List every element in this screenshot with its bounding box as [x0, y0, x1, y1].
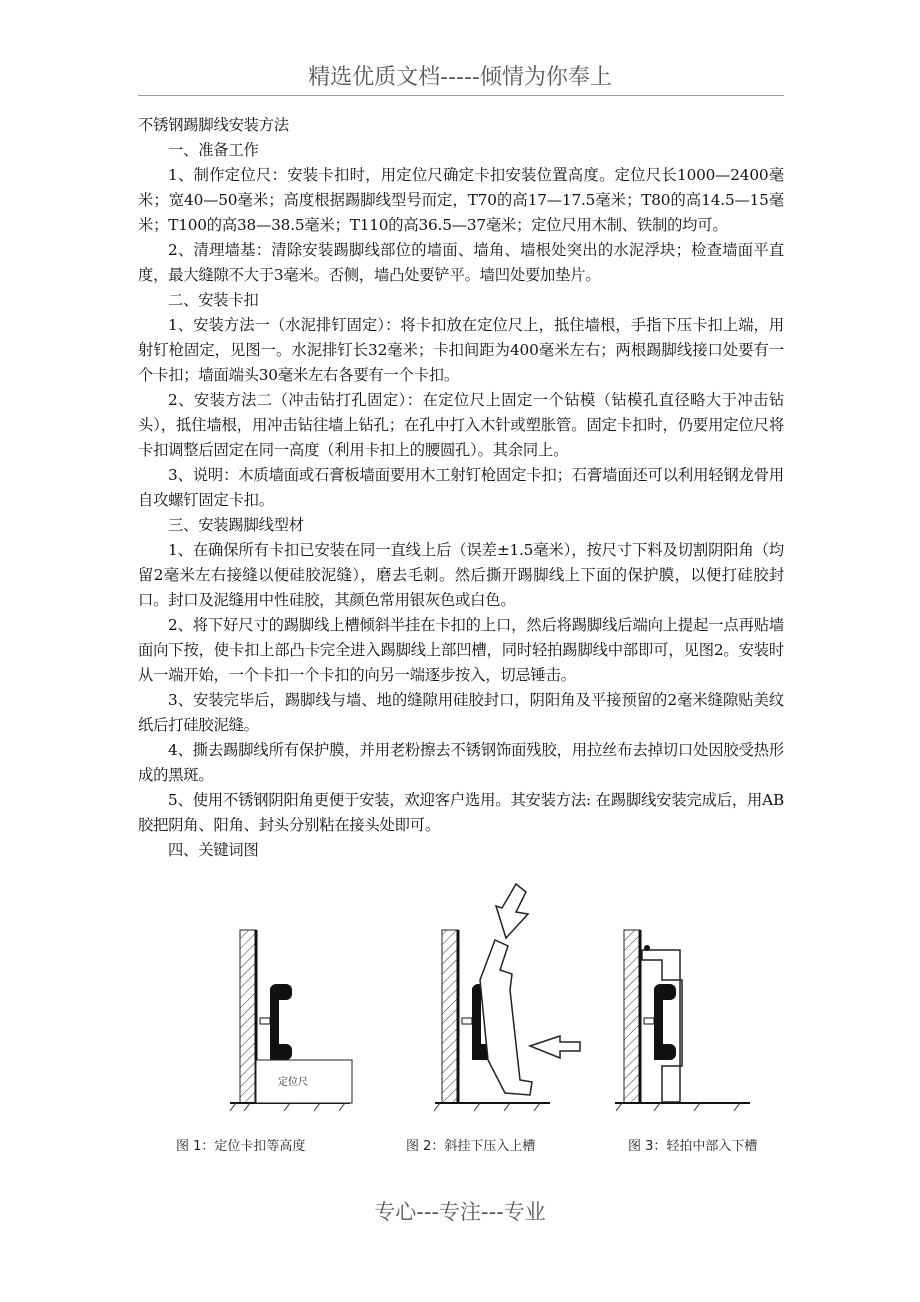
page-header: 精选优质文档-----倾情为你奉上: [308, 65, 612, 90]
figure-3-diagram: [615, 930, 750, 1111]
header-divider: [138, 95, 784, 96]
paragraph: 2、清理墙基：清除安装踢脚线部位的墙面、墙角、墙根处突出的水泥浮块；检查墙面平直度，最大缝隙不大于3毫米。否侧，墙凸处要铲平。墙凹处要加垫片。: [138, 241, 784, 284]
paragraph: 1、在确保所有卡扣已安装在同一直线上后（误差±1.5毫米），按尺寸下料及切割阴阳角（均留2毫米左右接缝以便硅胶泥缝），磨去毛刺。然后撕开踢脚线上下面的保护膜，以便打硅胶封口。封口及泥缝用中性硅胶，其颜色常用银灰色或白色。: [138, 541, 784, 609]
paragraph: 5、使用不锈钢阴阳角更便于安装，欢迎客户选用。其安装方法: 在踢脚线安装完成后，用AB胶把阴角、阳角、封头分别粘在接头处即可。: [138, 791, 784, 834]
paragraph: 1、安装方法一（水泥排钉固定）：将卡扣放在定位尺上，抵住墙根，手指下压卡扣上端，用射钉枪固定，见图一。水泥排钉长32毫米；卡扣间距为400毫米左右；两根踢脚线接口处要有一个卡扣；墙面端头30毫米左右各要有一个卡扣。: [138, 316, 784, 384]
figure-1-diagram: [230, 930, 352, 1111]
document-title: 不锈钢踢脚线安装方法: [138, 116, 289, 134]
section-heading-profile: 三、安装踢脚线型材: [168, 516, 304, 534]
paragraph: 2、安装方法二（冲击钻打孔固定）：在定位尺上固定一个钻模（钻模孔直径略大于冲击钻头），抵住墙根，用冲击钻往墙上钻孔；在孔中打入木针或塑胀管。固定卡扣时，仍要用定位尺将卡扣调整后固定在同一高度（利用卡扣上的腰圆孔）。其余同上。: [138, 391, 784, 459]
section-heading-clips: 二、安装卡扣: [168, 291, 259, 309]
page-footer: 专心---专注---专业: [374, 1200, 546, 1224]
section-heading-prep: 一、准备工作: [168, 141, 259, 159]
paragraph: 3、安装完毕后，踢脚线与墙、地的缝隙用硅胶封口，阴阳角及平接预留的2毫米缝隙贴美纹纸后打硅胶泥缝。: [138, 691, 784, 734]
installation-figures: [150, 880, 790, 1170]
paragraph: 3、说明：木质墙面或石膏板墙面要用木工射钉枪固定卡扣；石膏墙面还可以利用轻钢龙骨用自攻螺钉固定卡扣。: [138, 466, 784, 509]
figure-3-caption: 图 3：轻拍中部入下槽: [628, 1139, 758, 1154]
section-heading-figures: 四、关键词图: [168, 841, 259, 859]
figure-2-diagram: [434, 884, 580, 1111]
figure-1-ruler-label: 定位尺: [278, 1077, 308, 1088]
paragraph: 1、制作定位尺：安装卡扣时，用定位尺确定卡扣安装位置高度。定位尺长1000—2400毫米；宽40—50毫米；高度根据踢脚线型号而定，T70的高17—17.5毫米；T80的高14.5—15毫米；T100的高38—38.5毫米；T110的高36.5—37毫米；定位尺用木制、铁制的均可。: [138, 166, 784, 234]
figure-2-caption: 图 2：斜挂下压入上槽: [406, 1139, 536, 1154]
figure-1-caption: 图 1：定位卡扣等高度: [176, 1139, 306, 1154]
document-body: [138, 113, 784, 863]
paragraph: 2、将下好尺寸的踢脚线上槽倾斜半挂在卡扣的上口，然后将踢脚线后端向上提起一点再贴墙面向下按，使卡扣上部凸卡完全进入踢脚线上部凹槽，同时轻拍踢脚线中部即可，见图2。安装时从一端开始，一个卡扣一个卡扣的向另一端逐步按入，切忌锤击。: [138, 616, 784, 684]
paragraph: 4、撕去踢脚线所有保护膜，并用老粉擦去不锈钢饰面残胶，用拉丝布去掉切口处因胶受热形成的黑斑。: [138, 741, 784, 784]
